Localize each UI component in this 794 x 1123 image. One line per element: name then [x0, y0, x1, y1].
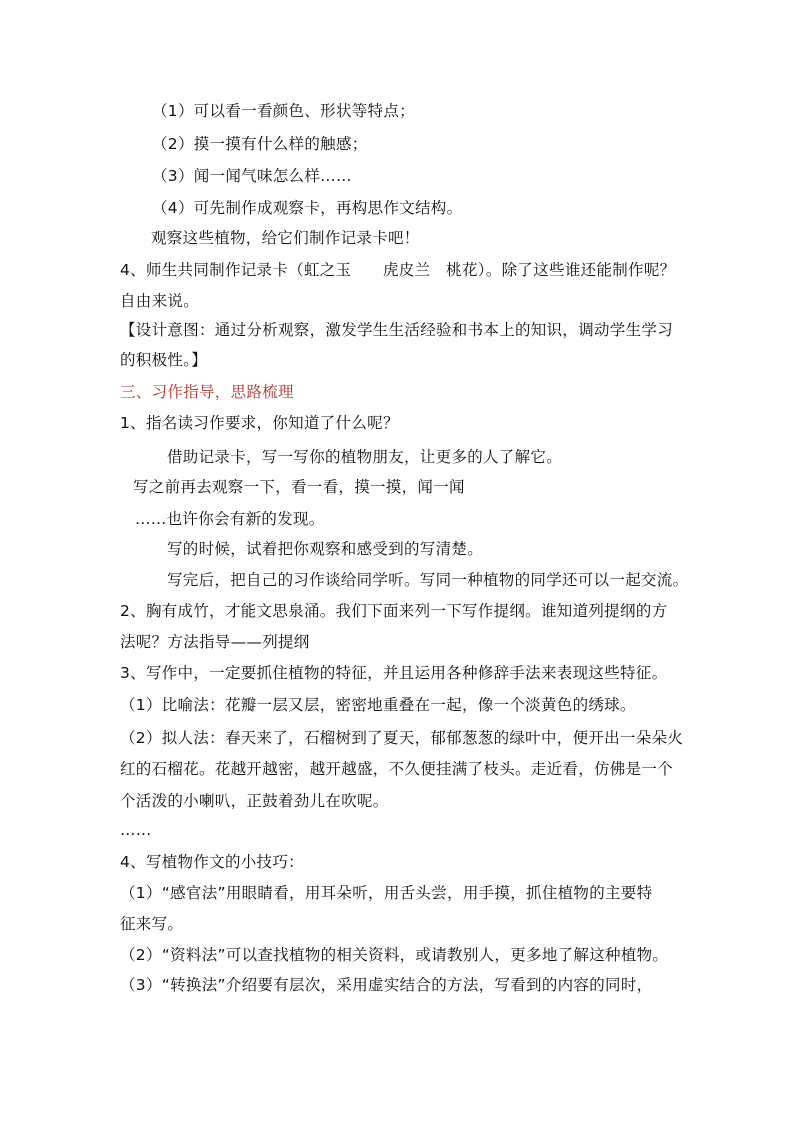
- text-line: 写的时候，试着把你观察和感受到的写清楚。: [167, 540, 484, 558]
- text-line: 法呢？方法指导——列提纲: [120, 633, 310, 651]
- text-line: （1）可以看一看颜色、形状等特点；: [152, 102, 415, 120]
- text-line: 4、师生共同制作记录卡（虹之玉 虎皮兰 桃花）。除了这些谁还能制作呢？: [120, 261, 676, 279]
- design-intent-note: 的积极性。】: [120, 351, 208, 369]
- text-line: 写完后，把自己的习作谈给同学听。写同一种植物的同学还可以一起交流。: [167, 571, 689, 589]
- text-line: 1、指名读习作要求，你知道了什么呢？: [120, 414, 399, 432]
- text-line: 红的石榴花。花越开越密，越开越盛，不久便挂满了枝头。走近看，仿佛是一个: [120, 760, 674, 778]
- text-line: （3）闻一闻气味怎么样……: [152, 167, 352, 185]
- text-line: 写之前再去观察一下，看一看，摸一摸，闻一闻: [133, 478, 465, 496]
- text-line: （4）可先制作成观察卡，再构思作文结构。: [152, 199, 463, 217]
- text-line: （2）摸一摸有什么样的触感；: [152, 135, 368, 153]
- text-line: （2）拟人法：春天来了，石榴树到了夏天，郁郁葱葱的绿叶中，便开出一朵朵火: [120, 729, 684, 747]
- text-line: 征来写。: [120, 915, 184, 933]
- design-intent-note: 【设计意图：通过分析观察，激发学生生活经验和书本上的知识，调动学生学习: [120, 321, 674, 339]
- text-line: （1）“感官法”用眼睛看，用耳朵听，用舌头尝，用手摸，抓住植物的主要特: [120, 884, 653, 902]
- text-line: （1）比喻法：花瓣一层又层，密密地重叠在一起，像一个淡黄色的绣球。: [120, 696, 636, 714]
- text-line: 个活泼的小喇叭，正鼓着劲儿在吹呢。: [120, 792, 389, 810]
- text-line: ……: [120, 821, 152, 839]
- text-line: 4、写植物作文的小技巧：: [120, 853, 304, 871]
- text-line: （2）“资料法”可以查找植物的相关资料，或请教别人，更多地了解这种植物。: [120, 946, 669, 964]
- section-heading: 三、习作指导，思路梳理: [120, 383, 294, 401]
- text-line: 2、胸有成竹，才能文思泉涌。我们下面来列一下写作提纲。谁知道列提纲的方: [120, 602, 668, 620]
- text-line: 观察这些植物，给它们制作记录卡吧！: [151, 229, 420, 247]
- text-line: （3）“转换法”介绍要有层次，采用虚实结合的方法，写看到的内容的同时，: [120, 976, 653, 994]
- text-line: 自由来说。: [120, 292, 200, 310]
- text-line: 3、写作中，一定要抓住植物的特征，并且运用各种修辞手法来表现这些特征。: [120, 664, 668, 682]
- text-line: ……也许你会有新的发现。: [135, 510, 325, 528]
- text-line: 借助记录卡，写一写你的植物朋友，让更多的人了解它。: [167, 448, 563, 466]
